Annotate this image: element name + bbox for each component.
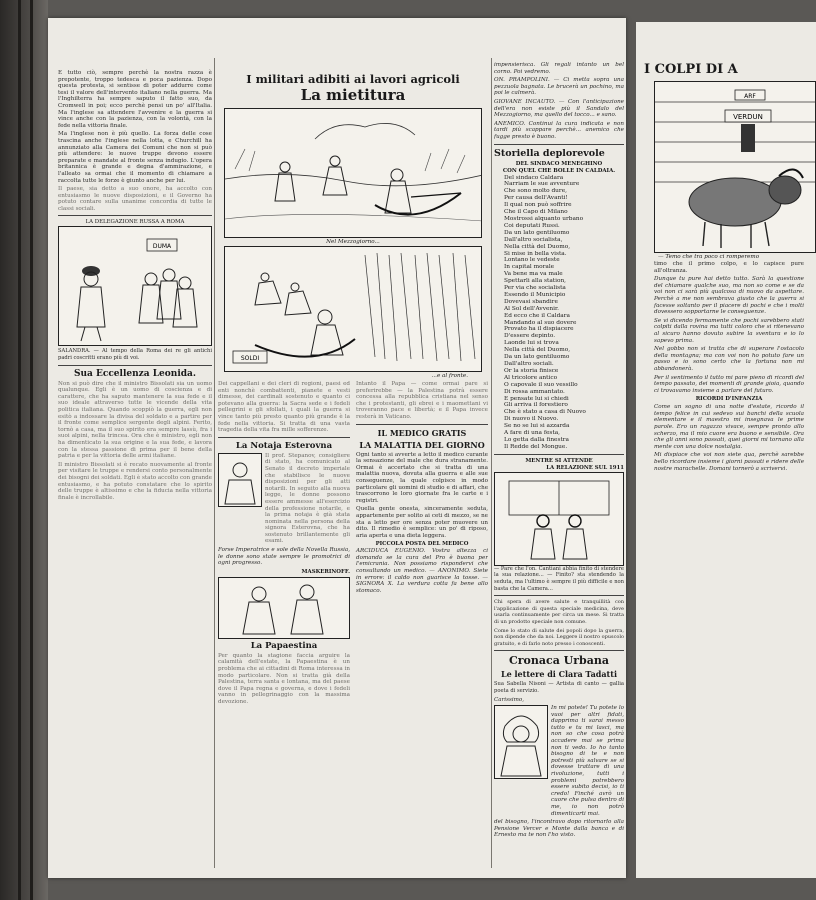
verse-line: Mandando al suo dovere bbox=[504, 319, 577, 326]
verse-line: Il qual non può soffrire bbox=[504, 202, 572, 209]
mentre-heading-2: LA RELAZIONE SUL 1911 bbox=[546, 464, 624, 471]
verse-line: Dall'altro socialista, bbox=[504, 236, 563, 243]
ad-text-2: Come lo stato di salute dei popoli dopo la guerra, non dipende che da noi. Leggere il nostro opuscolo gratuito, e di farlo noto presso i conoscenti. bbox=[494, 627, 624, 647]
top-text-2: ON. PRAMPOLINI. — Ci metta sopra una pezzuola bagnata. Le brucerà un pochino, ma poi le calmerà. bbox=[494, 77, 624, 97]
page2-headline: I COLPI DI A bbox=[644, 62, 738, 77]
verse-line: Dovevasi sbandire bbox=[504, 298, 558, 305]
verse-line: Provato ha il dispiacere bbox=[504, 326, 574, 333]
main-title-2: La mietitura bbox=[300, 86, 406, 104]
page2-text-2: Dunque tu pure hai detto tutto. Sarà la questione del chiamare qualche suo, ma non so come e se da voi non ci sarà più qualcosa di nuovo da aspettare. Perchè a me non sembrava giusto che la guerra si facesse soltanto per il piacere di pochi e che i molti dovessero sopportarne le conseguenze. bbox=[654, 276, 804, 316]
page2-caption: — Temo che tra poco ci romperemo bbox=[658, 254, 760, 260]
panel2-caption: ...e al fronte. bbox=[431, 373, 468, 379]
medico-title-1: IL MEDICO GRATIS bbox=[377, 427, 467, 438]
tadatti-portrait bbox=[494, 705, 548, 779]
verse-line: Lo getta dalla finestra bbox=[504, 436, 570, 443]
notaja-text-2: Forse Imperatrice e sole della Novella Russia, le donne sono state sempre le promotrici di ogni progresso. bbox=[218, 547, 350, 567]
papaestina-text: Per quanto la stagione faccia arguire la calamità dell'estate, la Papaestina è un problema che ai cittadini di Roma interessa in modo particolare. Non si tratta già della Palestina, terra santa e lontana, ma del paese dove il Papa regna e governa, e dove i fedeli vanno in pellegrinaggio con la massima devozione. bbox=[218, 652, 350, 705]
verse-line: Per via che socialista bbox=[504, 285, 566, 292]
verse-line: Al Sol dell'Avvenir. bbox=[504, 305, 559, 312]
tadatti-title: Le lettere di Clara Tadatti bbox=[501, 669, 617, 680]
page2-text-column bbox=[654, 261, 804, 474]
storiella-title: Storiella deplorevole bbox=[494, 147, 605, 159]
verse-line: D'essere depinto. bbox=[504, 333, 556, 340]
verse-line: Che il Capo di Milano bbox=[504, 209, 568, 216]
next-page bbox=[636, 22, 816, 878]
column-left bbox=[58, 18, 212, 878]
papaestina-cartoon bbox=[218, 577, 350, 639]
tadatti-sub: Sua Sabella Nisoni — Artista di canto — gallia poeta di servizio. bbox=[494, 681, 624, 694]
page2-text-5: Per il sentimento il tutto mi pare pieno di ricordi del tempo passato, dei momenti di grande gioia, quando ci trovavamo insieme a parlare del futuro. bbox=[654, 374, 804, 394]
storiella-sub-1: DEL SINDACO MENEGHINO bbox=[515, 160, 603, 167]
article-text-leonida-2: Il ministro Bissolati si è recato nuovamente al fronte per visitare le truppe e rendersi conto personalmente dei bisogni dei soldati. Egli è stato accolto con grande entusiasmo, e ha potuto constatare che lo spirito delle truppe è altissimo e che la fiducia nella vittoria finale è incrollabile. bbox=[58, 461, 212, 501]
cronaca-title: Cronaca Urbana bbox=[509, 654, 609, 668]
column-center bbox=[218, 18, 488, 878]
verse-line: E pensate lui si chiedi bbox=[504, 395, 569, 402]
verse-line: Essendo il Municipio bbox=[504, 291, 566, 298]
panel1-caption: Nel Mezzogiorno... bbox=[326, 239, 380, 245]
panel2-label: SOLDI bbox=[240, 355, 260, 362]
verse-line: Ed ecco che il Caldara bbox=[504, 312, 570, 319]
verse-line: Di nuovo il Nuovo. bbox=[504, 416, 559, 423]
page2-text-1: timo che il primo colpo, e lo capisce pure all'oltranza. bbox=[654, 261, 804, 274]
verse-line: Se no se lui si azzarda bbox=[504, 423, 570, 430]
newspaper-page bbox=[48, 18, 626, 878]
page2-sign-verdun: VERDUN bbox=[733, 113, 763, 121]
article-title-leonida: Sua Eccellenza Leonida. bbox=[73, 368, 196, 379]
illustration-fronte bbox=[224, 246, 482, 372]
posta-text: ARCIDUCA EUGENIO. Vostra altezza ci domanda se la cura del Pro è buona per l'emicrania. Non possiamo rispondervi che consultando un medico. — ANONIMO. Siete in errore: il caldo non guarisce la tosse. — SIGNORA X. La verdura cotta fa bene allo stomaco. bbox=[356, 548, 488, 594]
top-text: impensierisca. Gli regali intanto un bel corno. Poi vedremo. bbox=[494, 62, 624, 75]
storiella-sub-2: CON QUEL CHE BOLLE IN CALDAIA. bbox=[502, 167, 616, 174]
article-text-leonida: Non si può dire che il ministro Bissolati sia un uomo qualunque. Egli è un uomo di coscienza e di carattere, che ha saputo mantenere la sua fede e il suo ideale attraverso tutte le vicende della vita politica italiana. Quando scoppiò la guerra, egli non esitò a indossare la divisa del soldato e a partire per il fronte come semplice sergente degli alpini. Ferito, tornò a casa, ma il suo spirito era sempre lassù, fra i suoi alpini, nella trincea. Ora che è ministro, egli non ha dimenticato la sua origine e la sua fede, e lavora con la stessa passione di prima per il bene della patria e per la vittoria delle armi italiane. bbox=[58, 380, 212, 460]
palestine-text: Intanto il Papa — come ormai pare si preferirebbe — la Palestina potrà essere concessa alla repubblica cristiana nel senso che i protestanti, gli ebrei e i maomettani vi troveranno pace e libertà; e il Papa invece resterà in Vaticano. bbox=[356, 381, 488, 420]
cartoon-caption: SALANDRA. — Al tempo della Roma dei re gli antichi padri coscritti erano più di voi. bbox=[58, 348, 212, 362]
tadatti-text: In mi potete! Tu potete lo vuoi per altri fidati, dapprima ti sarai messo tutto e tu mi lasci, ma non so che cosa potrà accadere mai se prima non ti vedo. Io ho tanto bisogno di te e non potresti più salvare se si dovesse trattare di una rivoluzione, tutti i problemi potrebbero essere subito decisi, io ti credo! Finché avrò un cuore che pulsa dentro di me, io non potrò dimenticarti mai. bbox=[551, 705, 624, 817]
storiella-verses bbox=[494, 175, 624, 451]
verse-line: Narriam le sue avventure bbox=[504, 181, 580, 188]
ricordi-title: RICORDI D'INFANZIA bbox=[695, 396, 763, 403]
mentre-cartoon bbox=[494, 472, 624, 566]
verse-line: O capovale il suo vessillo bbox=[504, 381, 578, 388]
tadatti-text-2: del bisogno, l'incontravo dopo ritornarlo alla Pensione Vercer e Monte dalla banca e di Ernesto ma te non l'ho visto. bbox=[494, 819, 624, 839]
top-text-4: ANEMICO. Continui la cura indicata e non tardi più scappare perchè... anemico che fugge presto è buono. bbox=[494, 120, 624, 140]
medico-text: Ogni tanto si avverte a letto il medico curante la sensazione del male che dura stranamente. Ormai è accertato che si tratta di una malattia nuova, dovuta alla guerra e alle sue conseguenze, la quale colpisce in modo particolare gli uomini di studio e di affari, che trascorrono le loro giornate fra le carte e i registri. bbox=[356, 451, 488, 504]
verse-line: Per causa dell'Avanti! bbox=[504, 195, 568, 202]
verse-line: Dall'altro sociali. bbox=[504, 361, 554, 367]
verse-line: In capital morale bbox=[504, 264, 555, 271]
verse-line: Si mise in bella vista. bbox=[504, 250, 567, 257]
verse-line: Da un lato gentiluomo bbox=[504, 229, 570, 236]
notaja-text: Il prof. Stepanov, consigliere di stato, ha comunicato al Senato il decreto imperiale che stabilisce le nuove disposizioni per gli atti notarili. In seguito alla nuova legge, le donne possono essere ammesse all'esercizio della professione notarile, e la prima notaja è già stata nominata nella persona della signora Esterovna, che ha sostenuto brillantemente gli esami. bbox=[265, 452, 350, 545]
top-text-3: GIOVANE INCAUTO. — Con l'anticipazione dell'era non esiste più il Sandalo del Mezzogiorno, ma quello del tocco... e sano. bbox=[494, 98, 624, 119]
verse-line: Al tricolore antico bbox=[504, 374, 558, 381]
verse-line: Il Redde del Mongue. bbox=[504, 443, 568, 450]
verse-line: Gli arriva il forestiero bbox=[504, 402, 568, 409]
verse-line: A fare di una festa, bbox=[504, 430, 561, 437]
verse-line: Va bene ma va male bbox=[504, 271, 563, 278]
verse-line: Or la storia finisce bbox=[504, 367, 559, 374]
verse-line: Mostrossi alquanto urbano bbox=[504, 215, 584, 222]
verse-line: Laonde lui si trova bbox=[504, 340, 559, 347]
mid-text: Dei cappellani e dei cleri di regioni, paesi ed enti nonchè combattenti, pianete e vesti dimesse, dei cardinali sostenuto e quanto ci potevano alla guerra: la Sacra sede e i fedeli pellegrini e gli sfollati, i quali la guerra si vince tanto più presto quanto più grande è la fede nella vittoria. Si tratta di una vasta tragedia della vita fra mille sofferenze. bbox=[218, 381, 350, 434]
notaja-portrait bbox=[218, 453, 262, 507]
lead-text: E tutto ciò, sempre perchè la nostra razza è prepotente, troppo tedesca e poca pazienza. Dopo questa protesta, si sentisse di poter addurre come tesi il valore dell'intervento italiano nella guerra. Ma l'Inghilterra ha sempre saputo il fatto suo, da Cromwell in poi; ecco perchè pensi un po' all'Italia. Ma l'inglese sa attendere l'avvenire e la guerra si vince anche con la pazienza, con la volontà, con la fede nella vittoria finale. bbox=[58, 70, 212, 129]
mentre-caption: — Pare che l'on. Cantiani abbia finito di stendere la sua relazione... — Finito? sta stendendo la seduta, ma l'ultimo è sempre il più difficile e non basta che la Camera... bbox=[494, 565, 624, 592]
cartoon-delegazione bbox=[58, 226, 212, 346]
verse-line: Che è stato a casa di Nuovo bbox=[504, 409, 586, 416]
ricordi-text-2: Mi dispiace che voi non siete qua, perchè sarebbe bello ricordare insieme i giorni passati e ridere delle nostre marachelle. Domani tornerò a scrivervi. bbox=[654, 452, 804, 472]
medico-title-2: LA MALATTIA DEL GIORNO bbox=[359, 439, 485, 450]
verse-line: Spettarli alla station, bbox=[504, 278, 567, 285]
tadatti-greeting: Carissimo, bbox=[494, 696, 525, 703]
notaja-signature: MASKERINOFF. bbox=[301, 568, 350, 575]
page2-text-4: Nel gobbo non si tratta che di superare l'ostacolo della montagna; ma con voi non ho potuto fare un passo e io sono certo che la fortuna non mi abbandonerà. bbox=[654, 346, 804, 372]
lead-text-2: Ma l'inglese non è più quello. La forza delle cose trascina anche l'inglese nella lotta, e Churchill ha annunziato alla Camera dei Comuni che non si può più attendere: le nuove truppe devono essere preparate e mandate al fronte senza indugio. L'opera britannica è grande e degna d'ammirazione, e l'alleato sa ormai che il momento di chiamare a raccolta tutte le forze è giunto anche per lui. bbox=[58, 131, 212, 184]
sub-column-b bbox=[356, 381, 488, 708]
posta-title: PICCOLA POSTA DEL MEDICO bbox=[375, 541, 469, 548]
medico-text-2: Quella gente onesta, sinceramente seduta, appartenente per solito ai ceti di mezzo, se ne sta a letto per ore senza poter muovere un dito. Il rimedio è semplice: un po' di riposo, aria aperta e una dieta leggera. bbox=[356, 506, 488, 539]
verse-line: Di rossa ammantato. bbox=[504, 388, 565, 395]
illustration-mezzogiorno bbox=[224, 108, 482, 238]
page2-text-3: Se vi dicendo fermamente che pochi sarebbero stati colpiti dalla rovina ma tutti coloro che si ritenevano al sicuro hanno dovuto subire la sventura e io lo sapevo prima. bbox=[654, 317, 804, 344]
book-binding bbox=[0, 0, 48, 900]
verse-line: Che sono molto dure, bbox=[504, 188, 567, 195]
sub-column-a bbox=[218, 381, 350, 708]
cartoon-sign: DUMA bbox=[152, 243, 172, 251]
ricordi-text: Come un sogno di una notte d'estate, ricordo il tempo felice in cui sedevo sui banchi della scuola elementare e il maestro mi insegnava le prime parole. Ero un ragazzo vivace, sempre pronto allo scherzo, ma il mio cuore era buono e sensibile. Ora che gli anni sono passati, quei giorni mi tornano alla mente con una dolce nostalgia. bbox=[654, 404, 804, 450]
notaja-title: La Notaja Esterovna bbox=[235, 440, 333, 451]
cartoon-heading: LA DELEGAZIONE RUSSA A ROMA bbox=[85, 219, 185, 226]
verse-line: Nella città del Duomo, bbox=[504, 243, 571, 250]
mentre-heading-1: MENTRE SI ATTENDE bbox=[525, 457, 593, 464]
verse-line: Del sindaco Caldara bbox=[504, 174, 564, 181]
verse-line: Nella città del Duomo, bbox=[504, 347, 571, 354]
verse-line: Lontano le vedeste bbox=[504, 257, 560, 264]
ad-text: Chi spera di avere salute e tranquillità con l'applicazione di questa speciale medicina, deve usarla continuamente per circa un mese. Si tratta di un prodotto speciale non comune. bbox=[494, 599, 624, 625]
papaestina-title: La Papaestina bbox=[250, 640, 318, 651]
verse-line: Coi deputati Russi. bbox=[504, 222, 560, 229]
verse-line: Da un lato gentiluomo bbox=[504, 354, 570, 361]
lead-text-3: Il paese, sia detto a suo onore, ha accolto con entusiasmo le nuove disposizioni, e il Governo ha potuto contare sulla unanime concordia di tutte le classi sociali. bbox=[58, 186, 212, 212]
column-right bbox=[494, 18, 624, 878]
page2-cartoon bbox=[654, 81, 816, 253]
page2-sign-top: ARF bbox=[744, 93, 756, 100]
main-title-1: I militari adibiti ai lavori agricoli bbox=[246, 72, 460, 86]
